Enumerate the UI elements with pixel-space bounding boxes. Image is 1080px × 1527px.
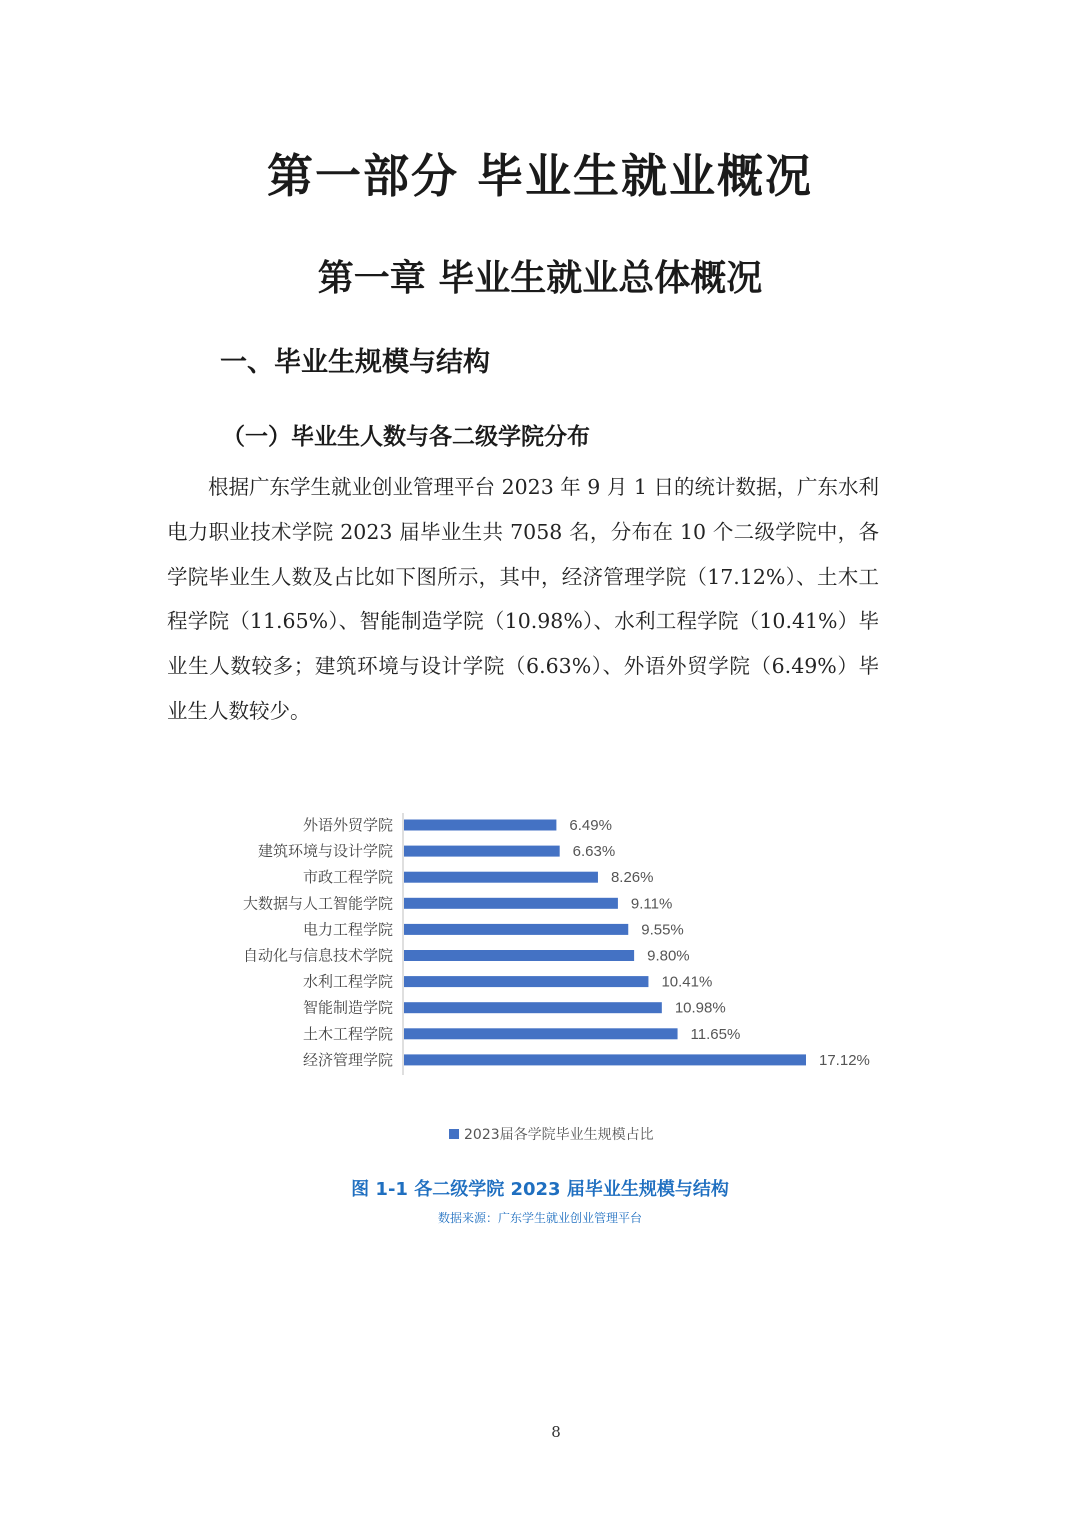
- bar: [404, 1028, 678, 1039]
- value-label: 9.55%: [641, 921, 684, 939]
- legend-swatch: [449, 1129, 459, 1139]
- category-label: 自动化与信息技术学院: [242, 946, 393, 965]
- bar: [404, 924, 628, 935]
- bar: [404, 976, 648, 987]
- figure-source: 数据来源：广东学生就业创业管理平台: [437, 1211, 642, 1225]
- value-label: 6.63%: [572, 843, 616, 861]
- college-distribution-chart: [0, 800, 1080, 1160]
- section-title: 一、毕业生规模与结构: [220, 347, 490, 378]
- category-label: 经济管理学院: [302, 1050, 393, 1069]
- bar: [404, 846, 560, 857]
- subsection-title: （一）毕业生人数与各二级学院分布: [222, 424, 590, 450]
- category-label: 外语外贸学院: [302, 816, 393, 834]
- bar: [404, 820, 556, 831]
- bar: [404, 1002, 662, 1013]
- figure-caption: 图 1-1 各二级学院 2023 届毕业生规模与结构: [351, 1179, 729, 1200]
- value-label: 9.80%: [647, 947, 690, 965]
- category-label: 大数据与人工智能学院: [242, 894, 393, 913]
- part-title: 第一部分 毕业生就业概况: [266, 149, 813, 203]
- category-label: 电力工程学院: [302, 920, 393, 939]
- bar: [404, 872, 598, 883]
- category-label: 市政工程学院: [302, 868, 393, 887]
- page-number: 8: [551, 1423, 561, 1441]
- chapter-title: 第一章 毕业生就业总体概况: [317, 258, 763, 299]
- value-label: 6.49%: [569, 817, 612, 834]
- bar: [404, 1054, 806, 1065]
- category-label: 智能制造学院: [302, 998, 393, 1017]
- value-label: 11.65%: [690, 1025, 741, 1043]
- legend-label: 2023届各学院毕业生规模占比: [464, 1127, 654, 1143]
- body-paragraph: 根据广东学生就业创业管理平台 2023 年 9 月 1 日的统计数据，广东水利电力职业技术学院 2023 届毕业生共 7058 名，分布在 10 个二级学院中，各学院毕业生人数及占比如下图所示，其中，经济管理学院（17.12%）、土木工程学院（11.65%）、智能制造学院（10.98%）、水利工程学院（10.41%）毕业生人数较多；建筑环境与设计学院（6.63%）、外语外贸学院（6.49%）毕业生人数较少。: [167, 475, 879, 723]
- value-label: 17.12%: [819, 1051, 870, 1069]
- category-label: 建筑环境与设计学院: [257, 842, 393, 861]
- category-label: 水利工程学院: [302, 972, 393, 991]
- value-label: 8.26%: [610, 869, 654, 887]
- value-label: 9.11%: [630, 895, 673, 913]
- bar: [404, 898, 618, 909]
- value-label: 10.98%: [674, 999, 726, 1017]
- category-label: 土木工程学院: [302, 1024, 393, 1043]
- bar: [404, 950, 634, 961]
- value-label: 10.41%: [661, 973, 713, 991]
